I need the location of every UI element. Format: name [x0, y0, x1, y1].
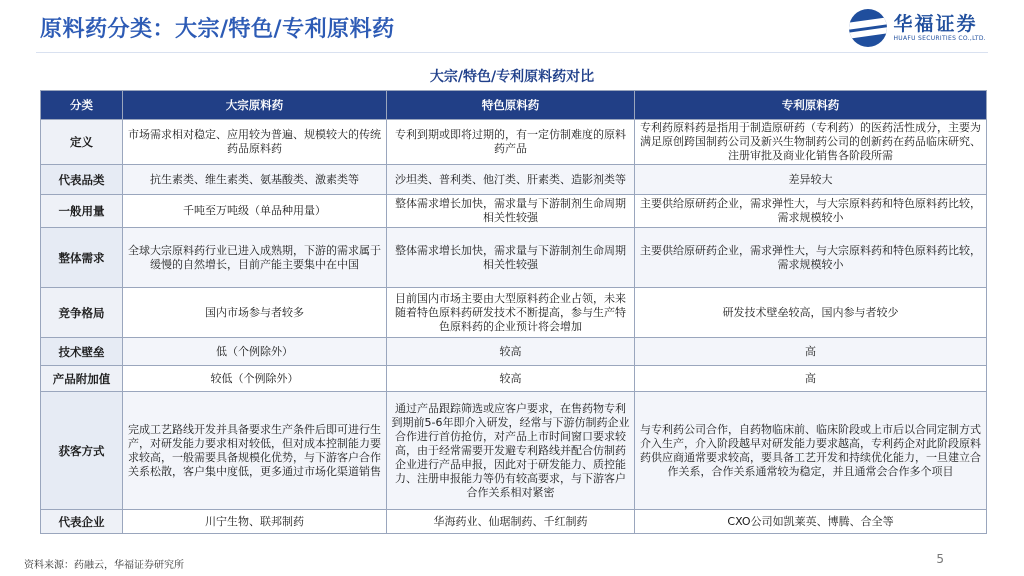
- title-divider: [36, 52, 988, 53]
- row-category: 定义: [41, 120, 123, 165]
- row-category: 整体需求: [41, 228, 123, 288]
- table-cell: CXO公司如凯莱英、博腾、合全等: [635, 510, 987, 534]
- table-cell: 千吨至万吨级（单品种用量）: [123, 195, 387, 228]
- table-row: [41, 366, 987, 392]
- table-row: [41, 165, 987, 195]
- table-header-row: [41, 91, 987, 120]
- row-category: 产品附加值: [41, 366, 123, 392]
- table-cell: 高: [635, 338, 987, 366]
- table-cell: 专利到期或即将过期的，有一定仿制难度的原料药产品: [387, 120, 635, 165]
- table-cell: 较高: [387, 338, 635, 366]
- table-cell: 主要供给原研药企业，需求弹性大，与大宗原料药和特色原料药比较，需求规模较小: [635, 228, 987, 288]
- table-cell: 目前国内市场主要由大型原料药企业占领，未来随着特色原料药研发技术不断提高，参与生产特色原料药的企业预计将会增加: [387, 288, 635, 338]
- table-row: [41, 510, 987, 534]
- table-cell: 抗生素类、维生素类、氨基酸类、激素类等: [123, 165, 387, 195]
- column-header: 分类: [41, 91, 123, 120]
- company-logo: [849, 8, 986, 48]
- column-header: 特色原料药: [387, 91, 635, 120]
- table-cell: 整体需求增长加快，需求量与下游制剂生命周期相关性较强: [387, 195, 635, 228]
- table-cell: 国内市场参与者较多: [123, 288, 387, 338]
- table-cell: 专利药原料药是指用于制造原研药（专利药）的医药活性成分，主要为满足原创跨国制药公司及新兴生物制药公司的创新药在药品临床研究、注册审批及商业化销售各阶段所需: [635, 120, 987, 165]
- table-cell: 华海药业、仙琚制药、千红制药: [387, 510, 635, 534]
- table-cell: 完成工艺路线开发并具备要求生产条件后即可进行生产，对研发能力要求相对较低，但对成本控制能力要求较高，一般需要具备规模化优势，与下游客户合作关系松散，客户集中度低，更多通过市场化渠道销售: [123, 392, 387, 510]
- table-row: [41, 195, 987, 228]
- table-row: [41, 288, 987, 338]
- comparison-table: [40, 90, 987, 534]
- table-cell: 较低（个例除外）: [123, 366, 387, 392]
- table-caption: 大宗/特色/专利原料药对比: [429, 69, 595, 85]
- table-cell: 与专利药公司合作，自药物临床前、临床阶段或上市后以合同定制方式介入生产，介入阶段越早对研发能力要求越高，专利药企对此阶段原料药供应商通常要求较高，要具备工艺开发和持续优化能力，一旦建立合作关系，合作关系通常较为稳定，并且通常会合作多个项目: [635, 392, 987, 510]
- table-cell: 高: [635, 366, 987, 392]
- page-title: 原料药分类：大宗/特色/专利原料药: [40, 17, 395, 42]
- source-note: 资料来源：药融云，华福证券研究所: [24, 560, 184, 571]
- table-cell: 全球大宗原料药行业已进入成熟期，下游的需求属于缓慢的自然增长，目前产能主要集中在中国: [123, 228, 387, 288]
- table-row: [41, 392, 987, 510]
- table-cell: 研发技术壁垒较高，国内参与者较少: [635, 288, 987, 338]
- table-cell: 较高: [387, 366, 635, 392]
- page-number: 5: [936, 552, 944, 566]
- row-category: 获客方式: [41, 392, 123, 510]
- table-cell: 主要供给原研药企业，需求弹性大，与大宗原料药和特色原料药比较，需求规模较小: [635, 195, 987, 228]
- logo-name-en: HUAFU SECURITIES CO.,LTD.: [893, 35, 986, 42]
- column-header: 专利原料药: [635, 91, 987, 120]
- row-category: 技术壁垒: [41, 338, 123, 366]
- table-cell: 川宁生物、联邦制药: [123, 510, 387, 534]
- row-category: 代表品类: [41, 165, 123, 195]
- table-row: [41, 228, 987, 288]
- table-cell: 低（个例除外）: [123, 338, 387, 366]
- column-header: 大宗原料药: [123, 91, 387, 120]
- table-row: [41, 338, 987, 366]
- table-row: [41, 120, 987, 165]
- table-cell: 差异较大: [635, 165, 987, 195]
- logo-mark-icon: [849, 9, 887, 47]
- table-cell: 市场需求相对稳定、应用较为普遍、规模较大的传统药品原料药: [123, 120, 387, 165]
- table-cell: 沙坦类、普利类、他汀类、肝素类、造影剂类等: [387, 165, 635, 195]
- logo-name-cn: 华福证券: [893, 13, 978, 35]
- row-category: 一般用量: [41, 195, 123, 228]
- table-cell: 通过产品跟踪筛选或应客户要求，在售药物专利到期前5-6年即介入研发，经常与下游仿制药企业合作进行首仿抢仿，对产品上市时间窗口要求较高，由于经常需要开发避专利路线并配合仿制药企业进行产品申报，因此对于研发能力、质控能力、注册申报能力等仍有较高要求，与下游客户合作关系相对紧密: [387, 392, 635, 510]
- table-cell: 整体需求增长加快，需求量与下游制剂生命周期相关性较强: [387, 228, 635, 288]
- row-category: 竞争格局: [41, 288, 123, 338]
- row-category: 代表企业: [41, 510, 123, 534]
